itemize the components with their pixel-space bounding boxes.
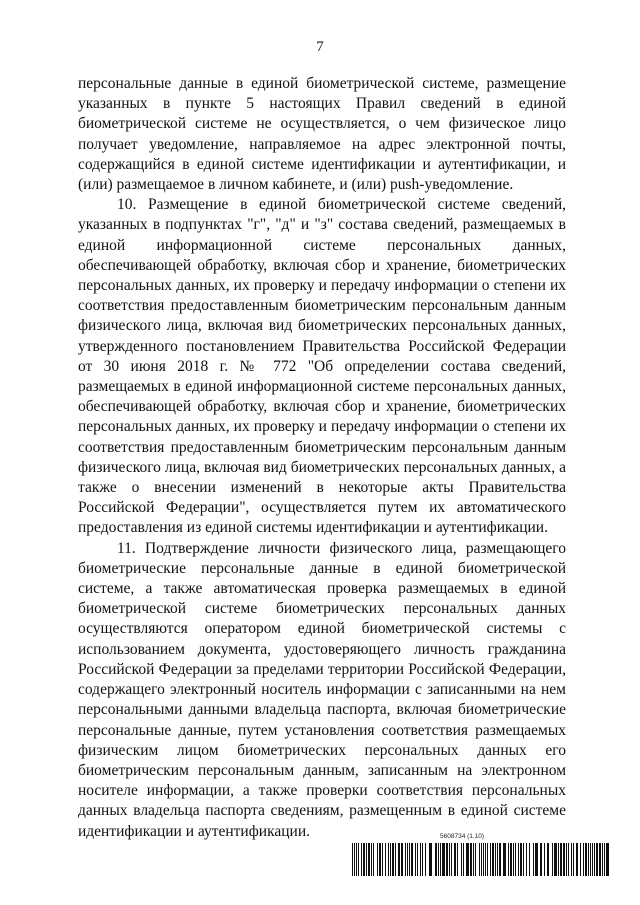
barcode-caption: 5608734 (1.10) <box>440 833 485 840</box>
barcode-block <box>352 833 610 877</box>
page-number: 7 <box>316 39 324 55</box>
barcode-image <box>352 843 610 876</box>
document-body <box>78 74 566 842</box>
paragraph-continuation: персональные данные в единой биометрической системе, размещение указанных в пункте 5 настоящих Правил сведений в единой биометрической системе не осуществляется, о чем физическое лицо получает уведомление, направляемое на адрес электронной почты, содержащийся в единой системе идентификации и аутентификации, и (или) размещаемое в личном кабинете, и (или) push-уведомление. <box>78 75 566 194</box>
paragraph-10: 10. Размещение в единой биометрической системе сведений, указанных в подпунктах "г", "д" и "з" состава сведений, размещаемых в единой информационной системе персональных данных, обеспечивающей обработку, включая сбор и хранение, биометрических персональных данных, их проверку и передачу информации о степени их соответствия предоставленным биометрическим персональным данным физического лица, включая вид биометрических персональных данных, утвержденного постановлением Правительства Российской Федерации от 30 июня 2018 г. № 772 "Об определении состава сведений, размещаемых в единой информационной системе персональных данных, обеспечивающей обработку, включая сбор и хранение, биометрических персональных данных, их проверку и передачу информации о степени их соответствия предоставленным биометрическим персональным данным физического лица, включая вид биометрических персональных данных, а также о внесении изменений в некоторые акты Правительства Российской Федерации", осуществляется путем их автоматического предоставления из единой системы идентификации и аутентификации. <box>78 196 566 537</box>
paragraph-11: 11. Подтверждение личности физического лица, размещающего биометрические персональные данные в единой биометрической системе, а также автоматическая проверка размещаемых в единой биометрической системе биометрических персональных данных осуществляются оператором единой биометрической системы с использованием документа, удостоверяющего личность гражданина Российской Федерации за пределами территории Российской Федерации, содержащего электронный носитель информации с записанными на нем персональными данными владельца паспорта, включая биометрические персональные данные, путем установления соответствия размещаемых физическим лицом биометрических персональных данных его биометрическим персональным данным, записанным на электронном носителе информации, а также проверки соответствия персональных данных владельца паспорта сведениям, размещенным в единой системе идентификации и аутентификации. <box>78 539 566 840</box>
